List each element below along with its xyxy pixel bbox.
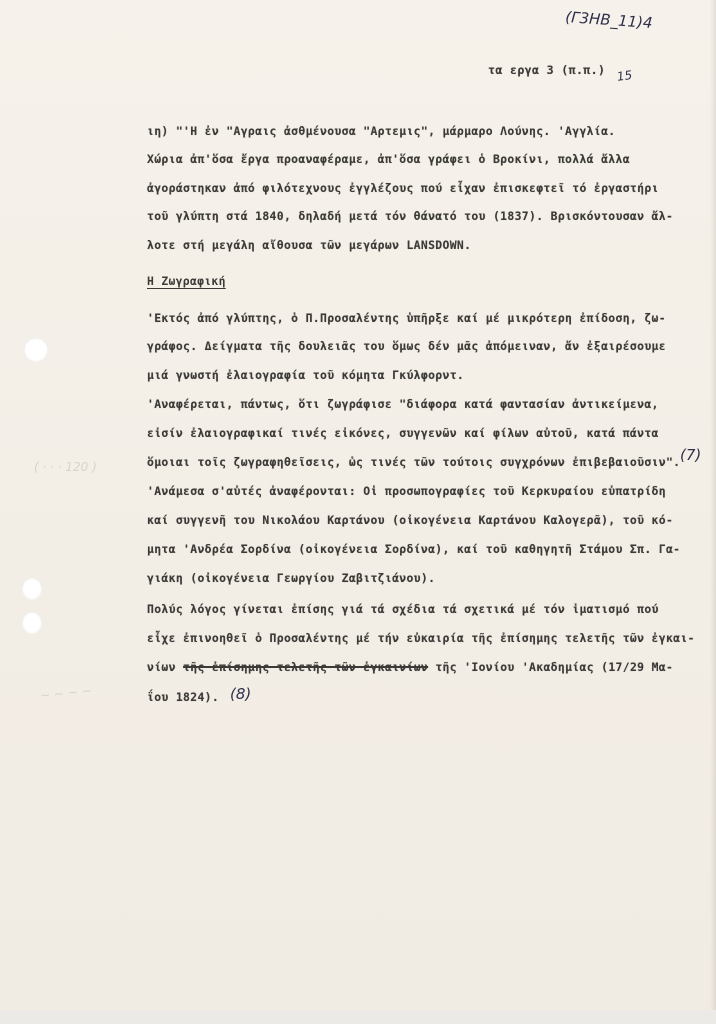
text-line: ὅμοιαι τοῖς ζωγραφηθεῖσεις, ὡς τινές τῶν τούτοις συγχρόνων ἐπιβεβαιοῦσιν".	[147, 455, 681, 469]
text-line: Χώρια ἀπ'ὅσα ἔργα προαναφέραμε, ἀπ'ὅσα γράφει ὁ Βροκίνι, πολλά ἄλλα	[147, 152, 630, 166]
text-line: εἶχε ἐπινοηθεῖ ὁ Προσαλέντης μέ τήν εὐκαιρία τῆς ἐπίσημης τελετῆς τῶν ἐγκαι-	[147, 631, 695, 645]
handwritten-footnote-mark: (8)	[230, 685, 252, 703]
page-edge	[710, 0, 716, 1024]
text-segment: νίων	[147, 660, 184, 674]
handwritten-archive-reference: (Γ3ΗΒ_11)4	[564, 8, 654, 33]
section-heading: Η Ζωγραφική	[147, 274, 226, 288]
handwritten-page-number: 15	[616, 67, 634, 84]
punch-hole-lower	[22, 612, 42, 634]
text-line: 'Αναφέρεται, πάντως, ὅτι ζωγράφισε "διάφορα κατά φαντασίαν ἀντικείμενα,	[147, 397, 659, 411]
text-line-with-strikethrough	[147, 660, 673, 674]
text-line: εἰσίν ἐλαιογραφικαί τινές εἰκόνες, συγγενῶν καί φίλων αὐτοῦ, κατά πάντα	[147, 426, 659, 440]
faint-bleedthrough-mark: ( · · · 120 )	[34, 460, 97, 474]
text-line: καί συγγενῆ του Νικολάου Καρτάνου (οἰκογένεια Καρτάνου Καλογερᾶ), τοῦ κό-	[147, 513, 674, 527]
struck-out-text: τῆς ἐπίσημης τελετῆς τῶν ἐγκαινίων	[183, 660, 429, 674]
punch-hole-upper	[22, 578, 42, 600]
text-line: γράφος. Δείγματα τῆς δουλειᾶς του ὅμως δέν μᾶς ἀπόμειναν, ἄν ἐξαιρέσουμε	[147, 339, 666, 353]
handwritten-footnote-mark: (7)	[680, 446, 702, 464]
text-line: μιά γνωστή ἐλαιογραφία τοῦ κόμητα Γκύλφορντ.	[147, 368, 465, 382]
punch-hole-torn	[24, 338, 48, 362]
text-line: μητα 'Ανδρέα Σορδίνα (οἰκογένεια Σορδίνα), καί τοῦ καθηγητῆ Στάμου Σπ. Γα-	[147, 542, 681, 556]
text-line: Πολύς λόγος γίνεται ἐπίσης γιά τά σχέδια τά σχετικά μέ τόν ἱματισμό πού	[147, 602, 659, 616]
text-line: 'Εκτός ἀπό γλύπτης, ὁ Π.Προσαλέντης ὑπῆρξε καί μέ μικρότερη ἐπίδοση, ζω-	[147, 311, 666, 325]
text-line: ΐου 1824).	[147, 690, 220, 704]
text-line: 'Ανάμεσα σ'αὐτές ἀναφέρονται: Οἱ προσωπογραφίες τοῦ Κερκυραίου εὐπατρίδη	[147, 484, 666, 498]
text-line: ιη) "'Η ἐν "Αγραις ἀσθμένουσα "Αρτεμις", μάρμαρο Λούνης. 'Αγγλία.	[147, 124, 616, 138]
text-line: ἀγοράστηκαν ἀπό φιλότεχνους ἐγγλέζους πού εἶχαν ἐπισκεφτεῖ τό ἐργαστήρι	[147, 181, 659, 195]
faint-bleedthrough-scribble: ~ ~ ~ ~	[39, 683, 93, 703]
text-segment: τῆς 'Ιονίου 'Ακαδημίας (17/29 Μα-	[428, 660, 674, 674]
page-bottom-edge	[0, 1010, 716, 1024]
typed-header: τα εργα 3 (π.π.)	[488, 63, 606, 77]
text-line: γιάκη (οἰκογένεια Γεωργίου Ζαβιτζιάνου).	[147, 571, 436, 585]
text-line: τοῦ γλύπτη στά 1840, δηλαδή μετά τόν θάνατό του (1837). Βρισκόντουσαν ἄλ-	[147, 209, 674, 223]
text-line: λοτε στή μεγάλη αἴθουσα τῶν μεγάρων LANSDOWN.	[147, 238, 472, 252]
